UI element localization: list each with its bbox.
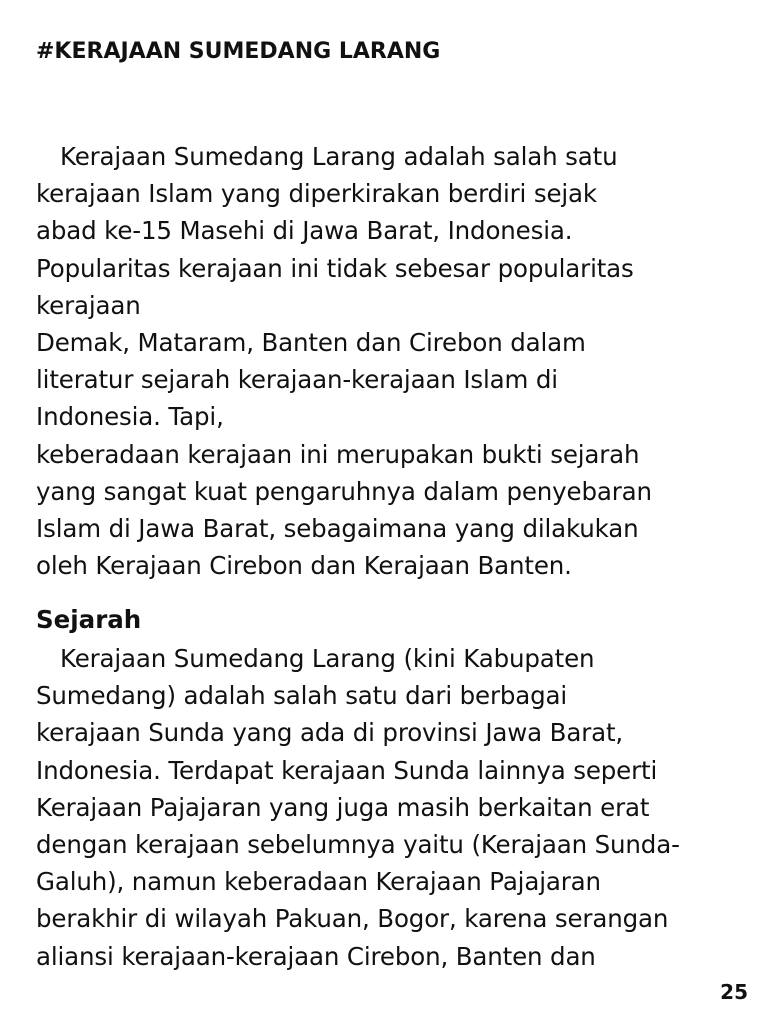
page-number: 25: [720, 980, 748, 1004]
paragraph-line: literatur sejarah kerajaan-kerajaan Islam di: [36, 365, 558, 395]
paragraph-line: kerajaan: [36, 290, 141, 320]
paragraph-line: abad ke-15 Masehi di Jawa Barat, Indonesia.: [36, 216, 573, 246]
paragraph-line: Kerajaan Sumedang Larang (kini Kabupaten: [60, 644, 595, 673]
paragraph-line: berakhir di wilayah Pakuan, Bogor, karena serangan: [36, 904, 669, 934]
paragraph-line: kerajaan Sunda yang ada di provinsi Jawa Barat,: [36, 718, 624, 748]
paragraph-line: Indonesia. Terdapat kerajaan Sunda lainnya seperti: [36, 755, 658, 785]
paragraph-line: Popularitas kerajaan ini tidak sebesar popularitas: [36, 253, 634, 283]
paragraph-line: Demak, Mataram, Banten dan Cirebon dalam: [36, 327, 586, 357]
paragraph-line: keberadaan kerajaan ini merupakan bukti sejarah: [36, 439, 640, 469]
document-title: #KERAJAAN SUMEDANG LARANG: [36, 39, 441, 64]
paragraph-line: Sumedang) adalah salah satu dari berbagai: [36, 681, 568, 711]
paragraph-line: kerajaan Islam yang diperkirakan berdiri sejak: [36, 179, 597, 209]
paragraph-line: oleh Kerajaan Cirebon dan Kerajaan Banten.: [36, 551, 572, 581]
paragraph-line: aliansi kerajaan-kerajaan Cirebon, Banten dan: [36, 941, 596, 971]
paragraph-line: yang sangat kuat pengaruhnya dalam penyebaran: [36, 476, 652, 506]
section-heading: Sejarah: [36, 605, 142, 634]
paragraph-line: Kerajaan Sumedang Larang adalah salah satu: [60, 142, 618, 171]
paragraph-line: Indonesia. Tapi,: [36, 402, 224, 432]
paragraph-line: Galuh), namun keberadaan Kerajaan Pajajaran: [36, 867, 601, 897]
paragraph-line: dengan kerajaan sebelumnya yaitu (Kerajaan Sunda-: [36, 829, 680, 859]
paragraph-line: Islam di Jawa Barat, sebagaimana yang dilakukan: [36, 513, 639, 543]
history-paragraph: [36, 640, 746, 975]
paragraph-line: Kerajaan Pajajaran yang juga masih berkaitan erat: [36, 792, 650, 822]
intro-paragraph: [36, 138, 746, 584]
